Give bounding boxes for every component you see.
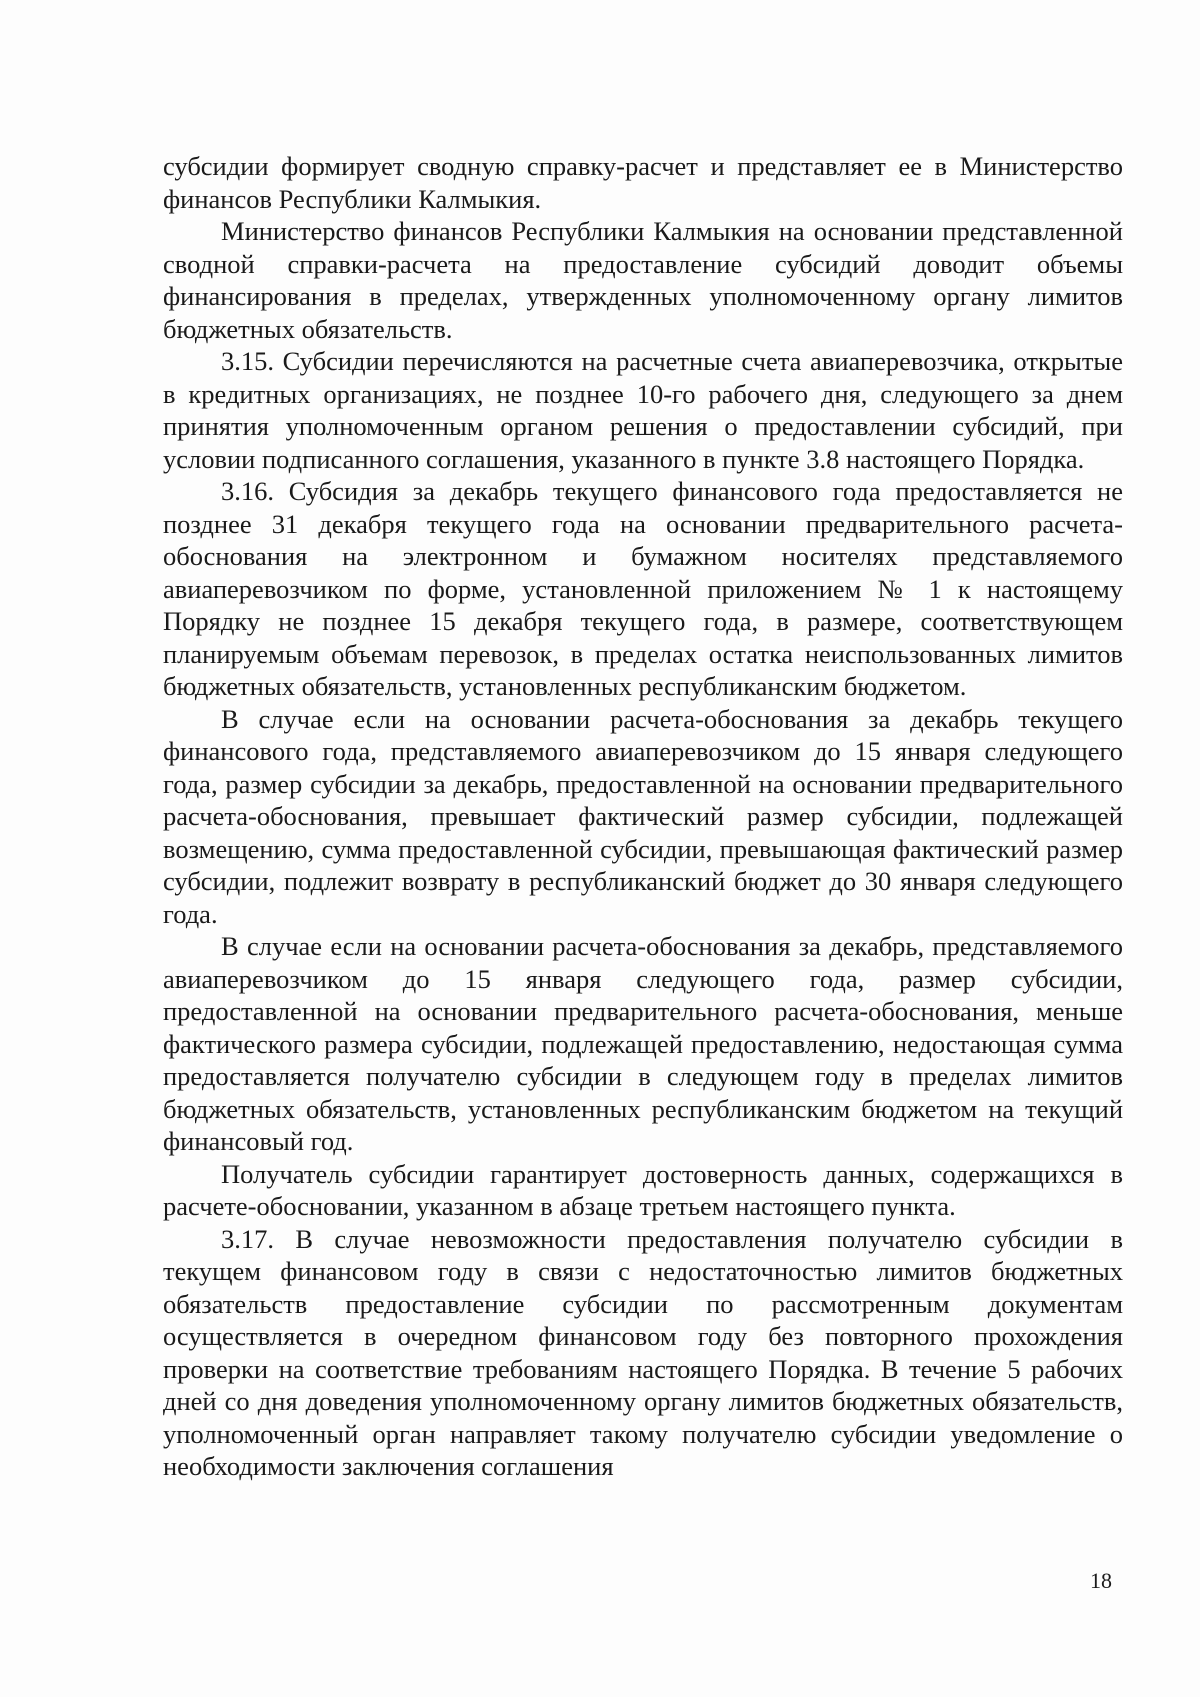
paragraph-3-17: 3.17. В случае невозможности предоставления получателю субсидии в текущем финансовом году в связи с недостаточностью лимитов бюджетных обязательств предоставление субсидии по рассмотренным документам осуществляется в очередном финансовом году без повторного прохождения проверки на соответствие требованиям настоящего Порядка. В течение 5 рабочих дней со дня доведения уполномоченному органу лимитов бюджетных обязательств, уполномоченный орган направляет такому получателю субсидии уведомление о необходимости заключения соглашения bbox=[163, 1223, 1123, 1481]
paragraph-december-shortfall: В случае если на основании расчета-обоснования за декабрь, представляемого авиаперевозчиком до 15 января следующего года, размер субсидии, предоставленной на основании предварительного расчета-обоснования, меньше фактического размера субсидии, подлежащей предоставлению, недостающая сумма предоставляется получателю субсидии в следующем году в пределах лимитов бюджетных обязательств, установленных республиканским бюджетом на текущий финансовый год. bbox=[163, 931, 1123, 1156]
paragraph-december-excess: В случае если на основании расчета-обоснования за декабрь текущего финансового года, представляемого авиаперевозчиком до 15 января следующего года, размер субсидии за декабрь, предоставленной на основании предварительного расчета-обоснования, превышает фактический размер субсидии, подлежащей возмещению, сумма предоставленной субсидии, превышающая фактический размер субсидии, подлежит возврату в республиканский бюджет до 30 января следующего года. bbox=[163, 703, 1123, 929]
page-number: 18 bbox=[1090, 1568, 1112, 1593]
paragraph-ministry-finance: Министерство финансов Республики Калмыкия на основании представленной сводной справки-расчета на предоставление субсидий доводит объемы финансирования в пределах, утвержденных уполномоченному органу лимитов бюджетных обязательств. bbox=[163, 216, 1123, 344]
paragraph-3-16: 3.16. Субсидия за декабрь текущего финансового года предоставляется не позднее 31 декабря текущего года на основании предварительного расчета-обоснования на электронном и бумажном носителях представляемого авиаперевозчиком по форме, установленной приложением № 1 к настоящему Порядку не позднее 15 декабря текущего года, в размере, соответствующем планируемым объемам перевозок, в пределах остатка неиспользованных лимитов бюджетных обязательств, установленных республиканским бюджетом. bbox=[163, 476, 1123, 701]
paragraph-continuation: субсидии формирует сводную справку-расчет и представляет ее в Министерство финансов Республики Калмыкия. bbox=[163, 151, 1123, 214]
document-body bbox=[163, 150, 1123, 1483]
paragraph-3-15: 3.15. Субсидии перечисляются на расчетные счета авиаперевозчика, открытые в кредитных организациях, не позднее 10-го рабочего дня, следующего за днем принятия уполномоченным органом решения о предоставлении субсидий, при условии подписанного соглашения, указанного в пункте 3.8 настоящего Порядка. bbox=[163, 346, 1123, 474]
paragraph-recipient-guarantee: Получатель субсидии гарантирует достоверность данных, содержащихся в расчете-обосновании, указанном в абзаце третьем настоящего пункта. bbox=[163, 1158, 1123, 1221]
